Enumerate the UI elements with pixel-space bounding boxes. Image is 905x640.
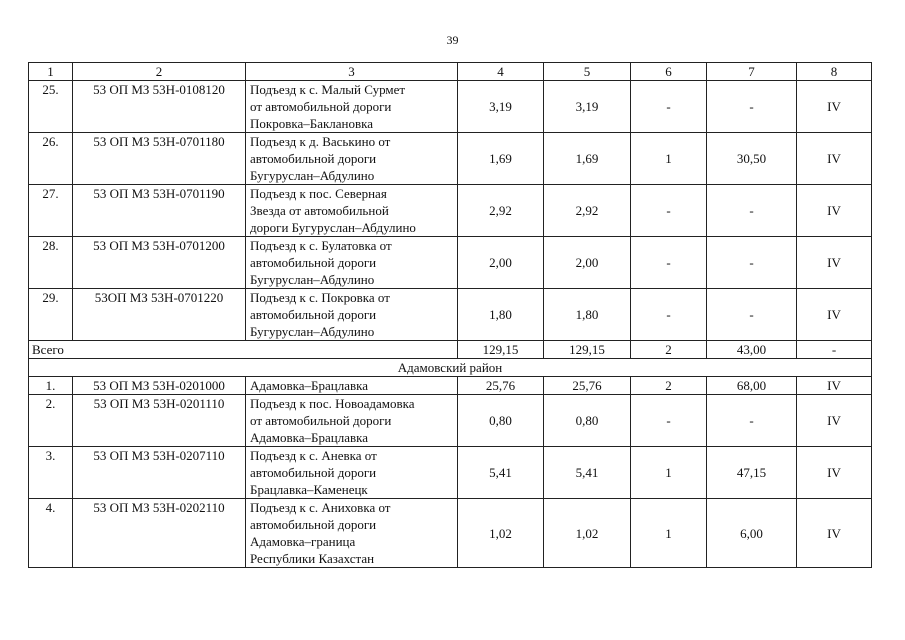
header-cell: 5 (544, 63, 631, 81)
row-number: 4. (29, 499, 73, 568)
value-c7: 47,15 (707, 447, 797, 499)
value-c8: IV (797, 133, 872, 185)
row-number: 3. (29, 447, 73, 499)
value-c8: IV (797, 377, 872, 395)
header-cell: 3 (246, 63, 458, 81)
total-c8: - (797, 341, 872, 359)
value-c7: - (707, 289, 797, 341)
total-label: Всего (29, 341, 458, 359)
roads-table (28, 62, 872, 568)
district-row (29, 359, 872, 377)
header-cell: 2 (73, 63, 246, 81)
header-cell: 7 (707, 63, 797, 81)
road-name (246, 499, 458, 568)
value-c7: - (707, 185, 797, 237)
value-c4: 3,19 (458, 81, 544, 133)
road-name-line: Бугуруслан–Абдулино (250, 324, 375, 339)
road-name-line: Адамовка–Брацлавка (250, 378, 369, 393)
value-c7: - (707, 395, 797, 447)
value-c5: 0,80 (544, 395, 631, 447)
road-name-line: дороги Бугуруслан–Абдулино (250, 220, 416, 235)
value-c5: 5,41 (544, 447, 631, 499)
value-c6: 1 (631, 133, 707, 185)
table-row (29, 499, 872, 568)
value-c4: 1,80 (458, 289, 544, 341)
road-name-line: Подъезд к с. Малый Сурмет (250, 82, 406, 97)
road-name-line: Подъезд к с. Аневка от (250, 448, 377, 463)
road-name (246, 395, 458, 447)
district-title: Адамовский район (29, 359, 872, 377)
value-c5: 2,92 (544, 185, 631, 237)
total-c5: 129,15 (544, 341, 631, 359)
road-name-line: автомобильной дороги (250, 517, 377, 532)
road-code: 53 ОП МЗ 53Н-0108120 (73, 81, 246, 133)
road-name-line: Подъезд к с. Аниховка от (250, 500, 391, 515)
value-c7: 68,00 (707, 377, 797, 395)
value-c8: IV (797, 81, 872, 133)
row-number: 29. (29, 289, 73, 341)
value-c8: IV (797, 237, 872, 289)
value-c5: 1,69 (544, 133, 631, 185)
road-name-line: Подъезд к с. Булатовка от (250, 238, 392, 253)
header-cell: 1 (29, 63, 73, 81)
road-name (246, 237, 458, 289)
road-name-line: Адамовка–Брацлавка (250, 430, 369, 445)
road-name-line: автомобильной дороги (250, 151, 377, 166)
road-name-line: Звезда от автомобильной (250, 203, 389, 218)
value-c8: IV (797, 395, 872, 447)
road-name-line: Покровка–Баклановка (250, 116, 374, 131)
row-number: 2. (29, 395, 73, 447)
road-code: 53 ОП МЗ 53Н-0201000 (73, 377, 246, 395)
value-c4: 0,80 (458, 395, 544, 447)
value-c5: 3,19 (544, 81, 631, 133)
header-row (29, 63, 872, 81)
road-code: 53ОП МЗ 53Н-0701220 (73, 289, 246, 341)
road-name (246, 447, 458, 499)
row-number: 25. (29, 81, 73, 133)
road-name (246, 81, 458, 133)
value-c8: IV (797, 447, 872, 499)
road-name-line: Республики Казахстан (250, 551, 375, 566)
value-c4: 2,00 (458, 237, 544, 289)
road-code: 53 ОП МЗ 53Н-0701180 (73, 133, 246, 185)
road-name (246, 289, 458, 341)
value-c7: 6,00 (707, 499, 797, 568)
road-name (246, 377, 458, 395)
road-code: 53 ОП МЗ 53Н-0701190 (73, 185, 246, 237)
value-c6: 1 (631, 499, 707, 568)
total-row (29, 341, 872, 359)
table-row (29, 133, 872, 185)
value-c6: - (631, 185, 707, 237)
value-c7: 30,50 (707, 133, 797, 185)
value-c5: 1,80 (544, 289, 631, 341)
road-name-line: Подъезд к д. Васькино от (250, 134, 391, 149)
header-cell: 8 (797, 63, 872, 81)
road-name-line: Подъезд к пос. Новоадамовка (250, 396, 415, 411)
road-name-line: Подъезд к пос. Северная (250, 186, 387, 201)
road-name-line: Брацлавка–Каменецк (250, 482, 368, 497)
value-c6: 1 (631, 447, 707, 499)
value-c4: 2,92 (458, 185, 544, 237)
road-name-line: Бугуруслан–Абдулино (250, 168, 375, 183)
value-c6: 2 (631, 377, 707, 395)
road-name-line: автомобильной дороги (250, 307, 377, 322)
road-code: 53 ОП МЗ 53Н-0207110 (73, 447, 246, 499)
value-c5: 1,02 (544, 499, 631, 568)
value-c6: - (631, 237, 707, 289)
value-c7: - (707, 237, 797, 289)
road-name (246, 133, 458, 185)
value-c4: 1,69 (458, 133, 544, 185)
value-c5: 2,00 (544, 237, 631, 289)
road-name-line: от автомобильной дороги (250, 413, 392, 428)
row-number: 28. (29, 237, 73, 289)
table-row (29, 395, 872, 447)
road-name-line: Бугуруслан–Абдулино (250, 272, 375, 287)
table-row (29, 377, 872, 395)
value-c4: 1,02 (458, 499, 544, 568)
value-c4: 5,41 (458, 447, 544, 499)
road-name-line: автомобильной дороги (250, 465, 377, 480)
total-c4: 129,15 (458, 341, 544, 359)
road-name-line: Подъезд к с. Покровка от (250, 290, 390, 305)
table-row (29, 289, 872, 341)
value-c6: - (631, 81, 707, 133)
row-number: 1. (29, 377, 73, 395)
road-code: 53 ОП МЗ 53Н-0701200 (73, 237, 246, 289)
road-name-line: Адамовка–граница (250, 534, 356, 549)
page-number: 39 (446, 33, 459, 47)
total-c6: 2 (631, 341, 707, 359)
value-c6: - (631, 395, 707, 447)
row-number: 26. (29, 133, 73, 185)
road-name (246, 185, 458, 237)
value-c8: IV (797, 185, 872, 237)
table-row (29, 447, 872, 499)
table-row (29, 185, 872, 237)
value-c4: 25,76 (458, 377, 544, 395)
value-c7: - (707, 81, 797, 133)
value-c5: 25,76 (544, 377, 631, 395)
row-number: 27. (29, 185, 73, 237)
table-row (29, 237, 872, 289)
value-c6: - (631, 289, 707, 341)
total-c7: 43,00 (707, 341, 797, 359)
road-code: 53 ОП МЗ 53Н-0202110 (73, 499, 246, 568)
road-name-line: от автомобильной дороги (250, 99, 392, 114)
value-c8: IV (797, 289, 872, 341)
road-code: 53 ОП МЗ 53Н-0201110 (73, 395, 246, 447)
header-cell: 6 (631, 63, 707, 81)
road-name-line: автомобильной дороги (250, 255, 377, 270)
value-c8: IV (797, 499, 872, 568)
header-cell: 4 (458, 63, 544, 81)
table-row (29, 81, 872, 133)
